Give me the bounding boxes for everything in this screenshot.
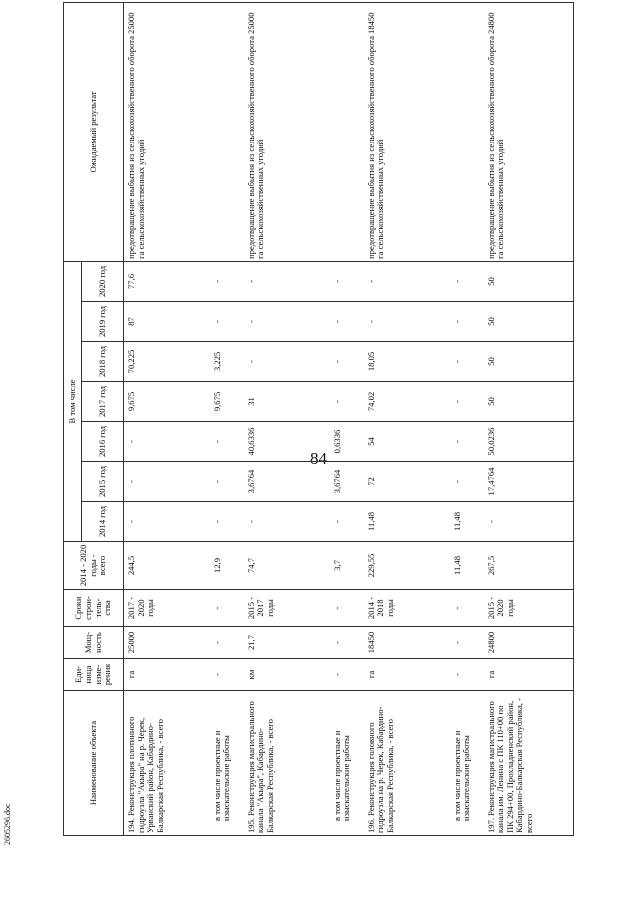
row-year-value: 31: [244, 382, 326, 422]
row-year-value: -: [206, 422, 244, 462]
page-number: 84: [310, 449, 327, 468]
row-result: [206, 2, 244, 261]
row-year-value: -: [326, 261, 364, 301]
header-result: Ожидаемый результат: [64, 2, 124, 261]
header-period: Сроки строи-тель-ства: [64, 590, 124, 627]
row-result: предотвращение выбытия из сельскохозяйственного оборота 25000 га сельскохозяйственных угодий: [124, 2, 206, 261]
table-row: [446, 2, 484, 835]
header-year: 2015 год: [82, 462, 124, 502]
table-row: [364, 2, 446, 835]
row-period: 2014 - 2018 годы: [364, 590, 446, 627]
table-row: [244, 2, 326, 835]
row-unit: га: [124, 659, 206, 691]
investment-table: [63, 2, 574, 836]
row-year-value: -: [244, 342, 326, 382]
row-year-value: -: [326, 502, 364, 542]
row-year-value: -: [446, 342, 484, 382]
row-year-value: 9,675: [124, 382, 206, 422]
row-name: 196. Реконструкция головного гидроузла на р. Черек, Кабардино-Балкарская Республика, - всего: [364, 691, 446, 836]
row-year-value: 11,48: [446, 502, 484, 542]
row-capacity: 18450: [364, 627, 446, 659]
row-total: 74,7: [244, 542, 326, 590]
row-unit: га: [364, 659, 446, 691]
row-year-value: -: [326, 382, 364, 422]
row-year-value: 50,0236: [484, 422, 574, 462]
row-name: в том числе проектные и изыскательские работы: [206, 691, 244, 836]
header-unit: Еди-ница изме-рения: [64, 659, 124, 691]
row-year-value: 3,225: [206, 342, 244, 382]
header-year: 2014 год: [82, 502, 124, 542]
header-year: 2020 год: [82, 261, 124, 301]
rotated-table-area: [63, 12, 574, 836]
row-name: 194. Реконструкция плотинного гидроузла "Акыра" на р. Черек, Урванский район, Кабардино-Балкарская Республика, - всего: [124, 691, 206, 836]
table-row: [206, 2, 244, 835]
row-year-value: 40,6336: [244, 422, 326, 462]
row-year-value: -: [326, 342, 364, 382]
row-result: [446, 2, 484, 261]
row-result: [326, 2, 364, 261]
row-year-value: 17,4764: [484, 462, 574, 502]
row-year-value: 87: [124, 302, 206, 342]
row-period: 2015 - 2017 годы: [244, 590, 326, 627]
row-year-value: -: [364, 261, 446, 301]
table-row: [124, 2, 206, 835]
row-year-value: -: [446, 422, 484, 462]
row-period: 2017 - 2020 годы: [124, 590, 206, 627]
row-year-value: 50: [484, 302, 574, 342]
row-total: 267,5: [484, 542, 574, 590]
row-unit: км: [244, 659, 326, 691]
row-year-value: 70,225: [124, 342, 206, 382]
header-year: 2018 год: [82, 342, 124, 382]
row-name: в том числе проектные и изыскательские работы: [446, 691, 484, 836]
header-year: 2019 год: [82, 302, 124, 342]
header-including: В том числе: [64, 261, 82, 541]
row-unit: -: [446, 659, 484, 691]
row-total: 229,55: [364, 542, 446, 590]
row-year-value: 50: [484, 261, 574, 301]
table-row: [484, 2, 574, 835]
row-year-value: -: [244, 502, 326, 542]
row-result: предотвращение выбытия из сельскохозяйственного оборота 25000 га сельскохозяйственных угодий: [244, 2, 326, 261]
header-capacity: Мощ-ность: [64, 627, 124, 659]
row-year-value: 72: [364, 462, 446, 502]
row-year-value: -: [446, 302, 484, 342]
row-year-value: -: [206, 462, 244, 502]
row-year-value: -: [244, 302, 326, 342]
row-year-value: 54: [364, 422, 446, 462]
row-capacity: 21,7: [244, 627, 326, 659]
row-total: 3,7: [326, 542, 364, 590]
row-year-value: -: [446, 462, 484, 502]
row-year-value: -: [326, 302, 364, 342]
row-total: 244,5: [124, 542, 206, 590]
row-total: 12,9: [206, 542, 244, 590]
row-total: 11,48: [446, 542, 484, 590]
row-year-value: 9,675: [206, 382, 244, 422]
row-capacity: 24800: [484, 627, 574, 659]
row-period: -: [326, 590, 364, 627]
row-capacity: -: [326, 627, 364, 659]
header-name: Наименование объекта: [64, 691, 124, 836]
table-row: [326, 2, 364, 835]
row-year-value: 3,6764: [244, 462, 326, 502]
row-year-value: -: [446, 261, 484, 301]
row-capacity: -: [206, 627, 244, 659]
row-year-value: -: [206, 502, 244, 542]
row-year-value: -: [446, 382, 484, 422]
row-year-value: 11,48: [364, 502, 446, 542]
row-year-value: 50: [484, 342, 574, 382]
row-capacity: -: [446, 627, 484, 659]
row-year-value: -: [124, 502, 206, 542]
row-year-value: -: [124, 462, 206, 502]
row-unit: га: [484, 659, 574, 691]
row-name: 195. Реконструкция магистрального канала "Акыра", Кабардино-Балкарская Республика, - всего: [244, 691, 326, 836]
row-year-value: -: [124, 422, 206, 462]
row-year-value: 18,05: [364, 342, 446, 382]
footer-filename: 2605296.doc: [3, 803, 12, 845]
row-year-value: 3,6764: [326, 462, 364, 502]
header-total: 2014 - 2020 годы - всего: [64, 542, 124, 590]
row-year-value: -: [206, 302, 244, 342]
row-result: предотвращение выбытия из сельскохозяйственного оборота 24800 га сельскохозяйственных угодий: [484, 2, 574, 261]
row-name: в том числе проектные и изыскательские работы: [326, 691, 364, 836]
row-unit: -: [326, 659, 364, 691]
row-unit: -: [206, 659, 244, 691]
row-year-value: -: [484, 502, 574, 542]
row-result: предотвращение выбытия из сельскохозяйственного оборота 18450 га сельскохозяйственных угодий: [364, 2, 446, 261]
row-year-value: -: [364, 302, 446, 342]
row-year-value: -: [206, 261, 244, 301]
row-period: 2015 - 2020 годы: [484, 590, 574, 627]
row-name: 197. Реконструкция магистрального канала им. Ленина с ПК 110+00 по ПК 294+00, Прохладненский район, Кабардино-Балкарская Республика, - всего: [484, 691, 574, 836]
row-year-value: 0,6336: [326, 422, 364, 462]
row-year-value: 50: [484, 382, 574, 422]
header-year: 2016 год: [82, 422, 124, 462]
row-period: -: [206, 590, 244, 627]
row-capacity: 25000: [124, 627, 206, 659]
row-year-value: 77,6: [124, 261, 206, 301]
row-year-value: -: [244, 261, 326, 301]
header-year: 2017 год: [82, 382, 124, 422]
row-period: -: [446, 590, 484, 627]
row-year-value: 74,02: [364, 382, 446, 422]
